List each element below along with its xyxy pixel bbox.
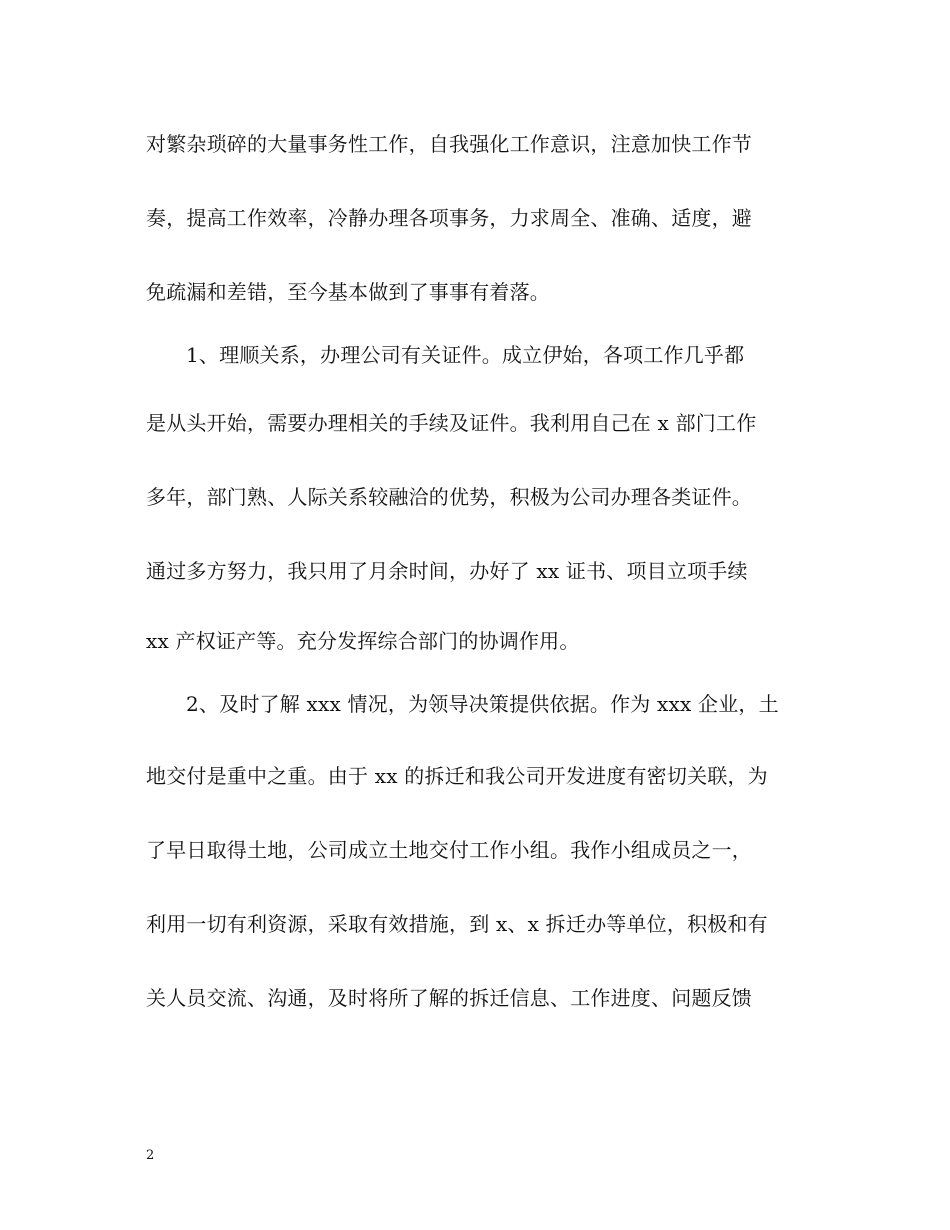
text-line: 利用一切有利资源，采取有效措施，到 x、x 拆迁办等单位，积极和有 <box>146 912 768 936</box>
paragraph-start-line: 2、及时了解 xxx 情况，为领导决策提供依据。作为 xxx 企业，土 <box>186 692 779 716</box>
text-line: 是从头开始，需要办理相关的手续及证件。我利用自己在 x 部门工作 <box>146 411 757 435</box>
text-line: 奏，提高工作效率，冷静办理各项事务，力求周全、准确、适度，避 <box>146 206 752 230</box>
paragraph-start-line: 1、理顺关系，办理公司有关证件。成立伊始，各项工作几乎都 <box>186 343 745 367</box>
text-line: xx 产权证产等。充分发挥综合部门的协调作用。 <box>146 629 580 653</box>
text-line: 免疏漏和差错，至今基本做到了事事有着落。 <box>146 280 550 304</box>
text-line: 通过多方努力，我只用了月余时间，办好了 xx 证书、项目立项手续 <box>146 559 748 583</box>
text-line: 了早日取得土地，公司成立土地交付工作小组。我作小组成员之一， <box>146 838 752 862</box>
text-line: 多年，部门熟、人际关系较融洽的优势，积极为公司办理各类证件。 <box>146 485 752 509</box>
page-number: 2 <box>146 1148 155 1163</box>
text-line: 关人员交流、沟通，及时将所了解的拆迁信息、工作进度、问题反馈 <box>146 986 752 1010</box>
text-line: 对繁杂琐碎的大量事务性工作，自我强化工作意识，注意加快工作节 <box>146 132 752 156</box>
text-line: 地交付是重中之重。由于 xx 的拆迁和我公司开发进度有密切关联，为 <box>146 764 768 788</box>
